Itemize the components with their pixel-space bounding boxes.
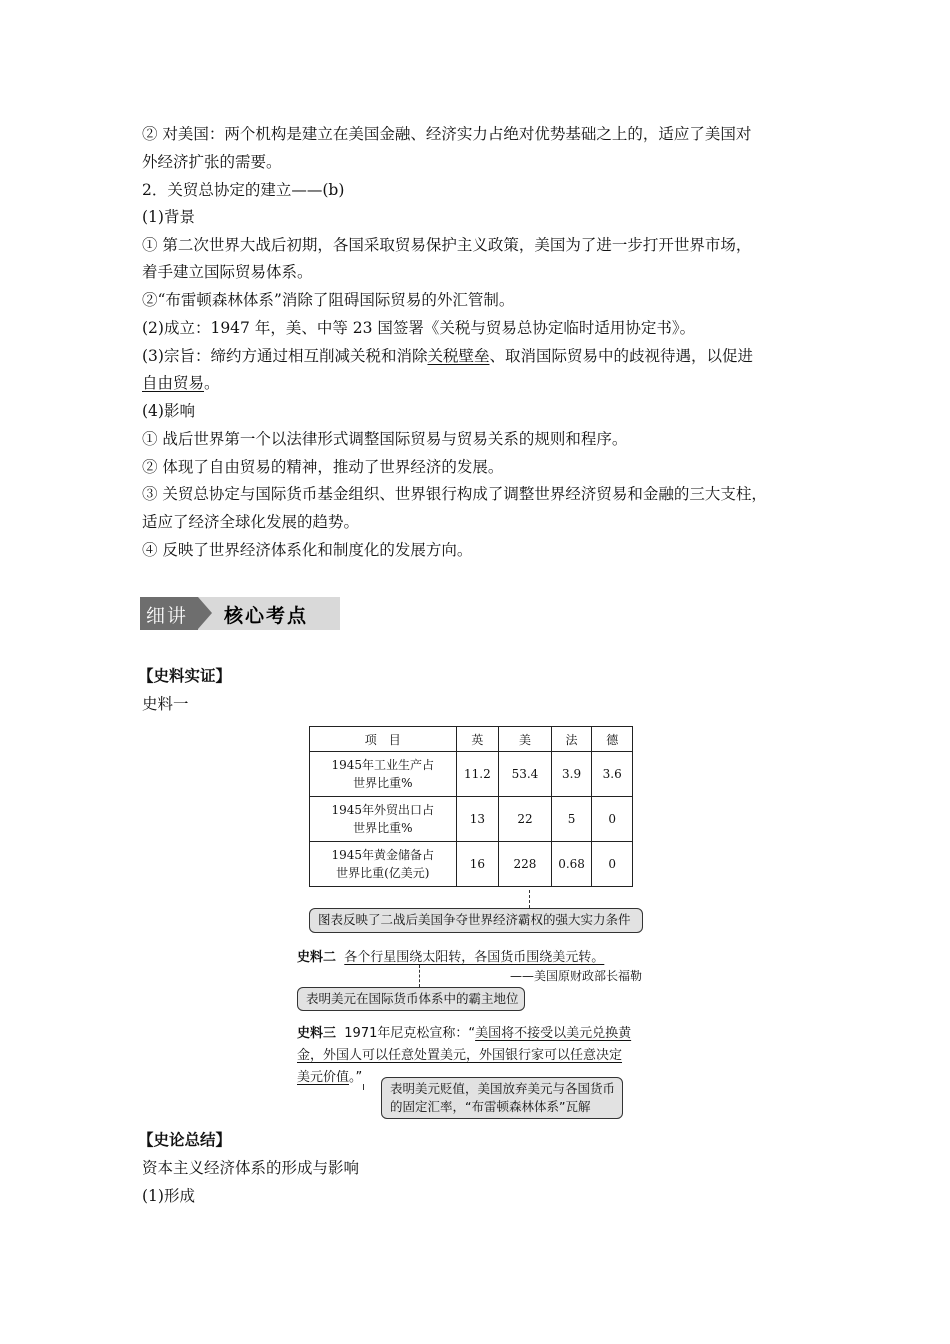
subheading: (1)形成 (142, 1187, 195, 1205)
text-line (142, 373, 220, 393)
subheading: (4)影响 (142, 402, 195, 420)
text-segment: 。 (204, 374, 220, 392)
annotation-box: 表明美元在国际货币体系中的霸主地位 (297, 987, 525, 1011)
box-line: 的固定汇率，“布雷顿森林体系”瓦解 (390, 1099, 591, 1114)
table-header: 项 目 (310, 727, 457, 752)
underlined-term: 关税壁垒 (427, 347, 490, 365)
table-header: 英 (456, 727, 499, 752)
text-line: ④ 反映了世界经济体系化和制度化的发展方向。 (142, 541, 473, 559)
table-header: 美 (499, 727, 551, 752)
text-line: 适应了经济全球化发展的趋势。 (142, 513, 360, 531)
text-line: ① 战后世界第一个以法律形式调整国际贸易与贸易关系的规则和程序。 (142, 430, 628, 448)
row-label-line: 1945年外贸出口占 (331, 803, 435, 817)
table-cell: 13 (456, 797, 499, 842)
annotation-box: 图表反映了二战后美国争夺世界经济霸权的强大实力条件 (309, 908, 643, 933)
table-cell: 11.2 (456, 752, 499, 797)
table-header-row (310, 727, 633, 752)
text-line: ②“布雷顿森林体系”消除了阻碍国际贸易的外汇管制。 (142, 291, 515, 309)
table-row (310, 752, 633, 797)
table-cell: 3.6 (592, 752, 633, 797)
row-label-line: 世界比重% (353, 821, 413, 835)
row-label-line: 世界比重% (353, 776, 413, 790)
subheading: (1)背景 (142, 208, 195, 226)
row-label-line: 1945年黄金储备占 (331, 848, 435, 862)
table-cell: 22 (499, 797, 551, 842)
source-quote: 美国将不接受以美元兑换黄 (475, 1026, 632, 1041)
table-cell: 5 (551, 797, 592, 842)
source-quote: 各个行星围绕太阳转，各国货币围绕美元转。 (344, 950, 605, 965)
table-row (310, 797, 633, 842)
text-line: ① 第二次世界大战后初期，各国采取贸易保护主义政策，美国为了进一步打开世界市场， (142, 236, 752, 254)
row-label (310, 752, 457, 797)
table-cell: 16 (456, 842, 499, 887)
text-line: (2)成立：1947 年，美、中等 23 国签署《关税与贸易总协定临时适用协定书》。 (142, 319, 696, 337)
connector-line (419, 965, 420, 987)
underlined-term: 自由贸易 (142, 374, 205, 392)
text-segment: (3)宗旨：缔约方通过相互削减关税和消除 (142, 347, 428, 365)
source-label: 史料三 (297, 1026, 337, 1041)
connector-line (363, 1084, 364, 1090)
section-heading: 【史料实证】 (138, 666, 232, 685)
row-label (310, 842, 457, 887)
source-attribution: ——美国原财政部长福勒 (510, 969, 643, 983)
table-cell: 0.68 (551, 842, 592, 887)
connector-line (529, 890, 530, 908)
text-line: ② 对美国：两个机构是建立在美国金融、经济实力占绝对优势基础之上的，适应了美国对 (142, 125, 752, 143)
table-header: 法 (551, 727, 592, 752)
table-row (310, 842, 633, 887)
text-segment: 、取消国际贸易中的歧视待遇，以促进 (489, 347, 753, 365)
section-heading: 2．关贸总协定的建立——(b) (142, 181, 345, 199)
source-two (297, 946, 604, 965)
source-line (297, 1023, 631, 1045)
text-line (142, 346, 753, 366)
table-cell: 53.4 (499, 752, 551, 797)
banner-left-label: 细讲 (146, 605, 189, 627)
annotation-box (381, 1077, 623, 1119)
source-line (297, 1045, 631, 1067)
banner-right-label: 核心考点 (224, 605, 309, 627)
source-label: 史料二 (297, 950, 337, 965)
section-heading: 【史论总结】 (138, 1130, 232, 1149)
row-label (310, 797, 457, 842)
text-line: ② 体现了自由贸易的精神，推动了世界经济的发展。 (142, 458, 504, 476)
row-label-line: 世界比重(亿美元) (336, 866, 430, 880)
text-line: 着手建立国际贸易体系。 (142, 263, 313, 281)
table-cell: 3.9 (551, 752, 592, 797)
subheading: 资本主义经济体系的形成与影响 (142, 1159, 360, 1177)
section-banner (140, 597, 340, 630)
text-line: ③ 关贸总协定与国际货币基金组织、世界银行构成了调整世界经济贸易和金融的三大支柱， (142, 485, 767, 503)
data-table (309, 726, 633, 887)
row-label-line: 1945年工业生产占 (331, 758, 435, 772)
table-cell: 228 (499, 842, 551, 887)
banner-arrow-icon (198, 597, 212, 629)
box-line: 表明美元贬值，美国放弃美元与各国货币 (390, 1081, 616, 1096)
table-cell: 0 (592, 842, 633, 887)
subheading: 史料一 (142, 695, 189, 713)
table-cell: 0 (592, 797, 633, 842)
source-close: 。” (349, 1070, 363, 1085)
source-intro: 1971年尼克松宣称：“ (344, 1026, 476, 1041)
source-quote: 美元价值 (297, 1070, 350, 1085)
table-header: 德 (592, 727, 633, 752)
text-line: 外经济扩张的需要。 (142, 153, 282, 171)
source-quote: 金，外国人可以任意处置美元，外国银行家可以任意决定 (297, 1048, 623, 1063)
